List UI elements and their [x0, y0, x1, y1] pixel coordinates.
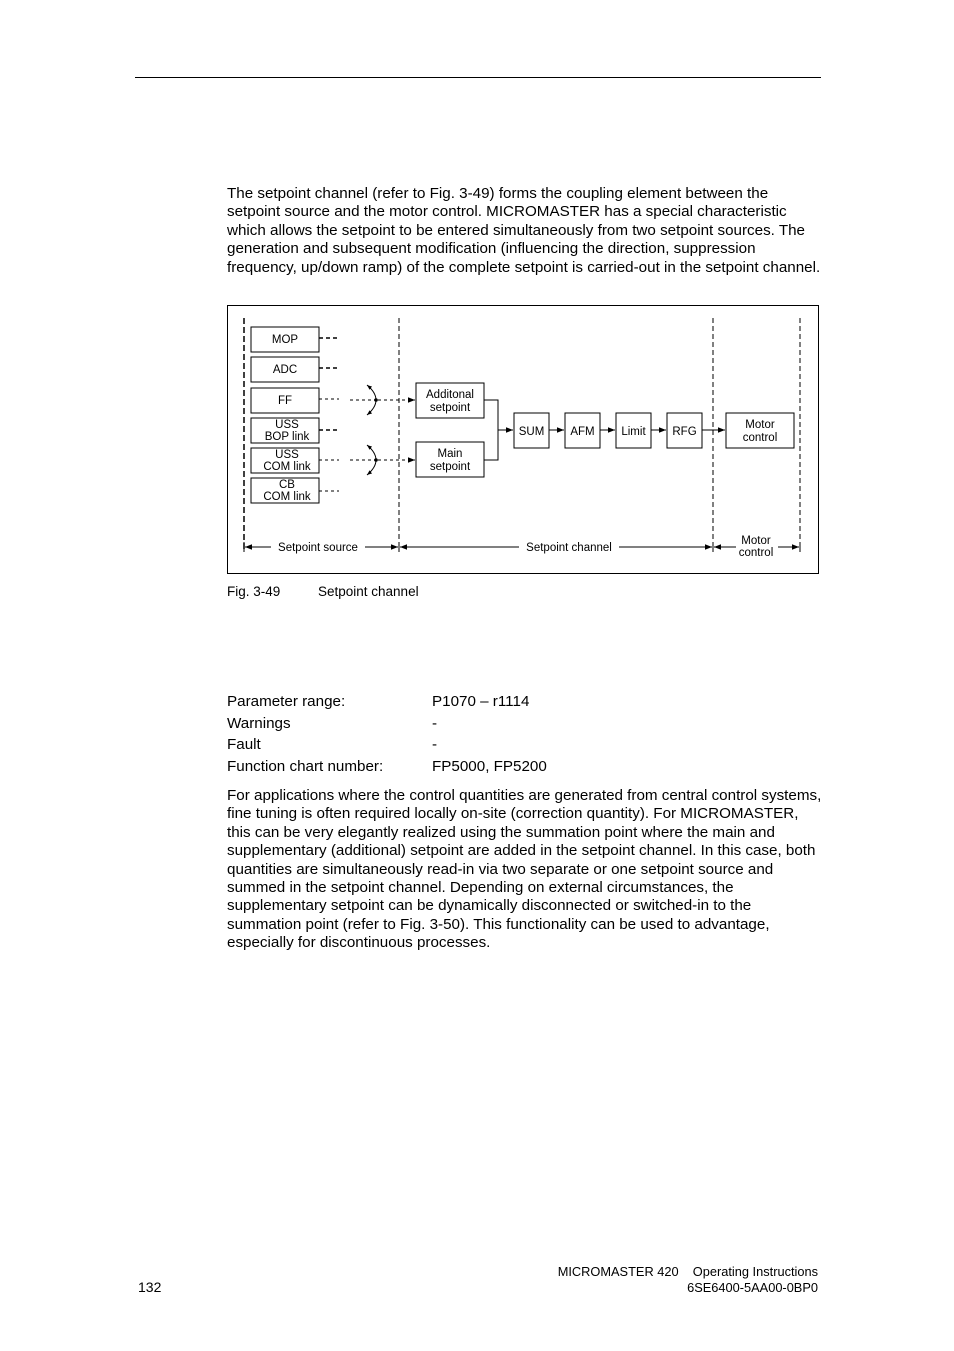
main-setpoint-line2: setpoint — [429, 461, 471, 473]
motor-control-block — [726, 413, 794, 448]
chain-block-afm — [565, 413, 600, 448]
param-row-range — [227, 693, 647, 713]
motor-control-line1: Motor — [745, 419, 775, 431]
param-value: - — [432, 736, 438, 753]
param-value: - — [432, 715, 438, 732]
section-motor-control-line1: Motor — [741, 535, 771, 547]
footer-title: MICROMASTER 420 Operating Instructions — [557, 1264, 818, 1279]
additional-setpoint-selector — [350, 385, 415, 415]
source-label: COM link — [263, 461, 311, 473]
source-label: COM link — [263, 491, 311, 503]
additional-setpoint-block — [416, 383, 484, 418]
source-connectors — [319, 338, 339, 491]
source-block-3 — [251, 418, 319, 443]
chain-block-sum — [514, 413, 549, 448]
intro-paragraph: The setpoint channel (refer to Fig. 3-49) forms the coupling element between the setpoint source and the motor control. MICROMASTER has a special characteristic which allows the setpoint to be entered simultaneously from two setpoint sources. The generation and subsequent modification (influencing the direction, suppression frequency, up/down ramp) of the complete setpoint is carried-out in the setpoint channel. — [227, 185, 821, 276]
chain-block-limit — [616, 413, 651, 448]
section-setpoint-channel: Setpoint channel — [526, 542, 612, 554]
main-setpoint-selector — [350, 445, 415, 475]
additional-setpoint-line2: setpoint — [429, 402, 471, 414]
source-block-1 — [251, 357, 319, 382]
source-block-0 — [251, 327, 319, 352]
param-row-fault — [227, 736, 647, 756]
section-dimensions — [244, 535, 800, 559]
additional-setpoint-line1: Additonal — [426, 389, 474, 401]
body-paragraph: For applications where the control quantities are generated from central control systems, fine tuning is often required locally on-site (correction quantity). For MICROMASTER, this can be very elegantly realized using the summation point where the main and supplementary (additional) setpoint are added in the setpoint channel. In this case, both quantities are simultaneously read-in via two separate or one setpoint source and summed in the setpoint channel. Depending on external circumstances, the supplementary setpoint can be dynamically disconnected or switched-in to the summation point (refer to Fig. 3-50). This functionality can be used to advantage, especially for discontinuous processes. — [227, 787, 822, 952]
param-label: Fault — [227, 736, 261, 753]
chain-label: Limit — [621, 426, 646, 438]
source-label: USS — [275, 449, 299, 461]
param-label: Function chart number: — [227, 758, 384, 775]
param-value: P1070 – r1114 — [432, 693, 530, 710]
main-setpoint-line1: Main — [437, 448, 463, 460]
source-block-5 — [251, 478, 319, 503]
chain-block-rfg — [667, 413, 702, 448]
source-block-2 — [251, 388, 319, 413]
source-block-4 — [251, 448, 319, 473]
chain-label: SUM — [518, 426, 545, 438]
header-rule — [135, 77, 821, 78]
footer-doc-number: 6SE6400-5AA00-0BP0 — [687, 1280, 818, 1295]
setpoint-channel-figure — [227, 305, 819, 574]
chain-label: AFM — [570, 426, 595, 438]
source-label: ADC — [272, 364, 298, 376]
figure-caption-number: Fig. 3-49 — [227, 584, 281, 599]
source-label: MOP — [271, 334, 299, 346]
page-number: 132 — [138, 1279, 162, 1295]
param-value: FP5000, FP5200 — [432, 758, 547, 775]
param-label: Parameter range: — [227, 693, 346, 710]
chain-label: RFG — [672, 426, 697, 438]
figure-caption-title: Setpoint channel — [318, 584, 419, 599]
section-motor-control-line2: control — [738, 547, 774, 559]
source-label: BOP link — [264, 431, 310, 443]
source-label: USS — [275, 419, 299, 431]
source-label: FF — [277, 395, 293, 407]
setpoint-channel-diagram — [228, 306, 818, 573]
processing-chain — [514, 413, 725, 448]
source-label: CB — [279, 479, 295, 491]
section-setpoint-source: Setpoint source — [278, 542, 358, 554]
param-label: Warnings — [227, 715, 291, 732]
sum-inputs — [484, 400, 513, 460]
motor-control-line2: control — [742, 432, 778, 444]
param-row-function-chart — [227, 758, 647, 778]
main-setpoint-block — [416, 442, 484, 477]
setpoint-sources — [251, 327, 319, 503]
param-row-warnings — [227, 715, 647, 735]
